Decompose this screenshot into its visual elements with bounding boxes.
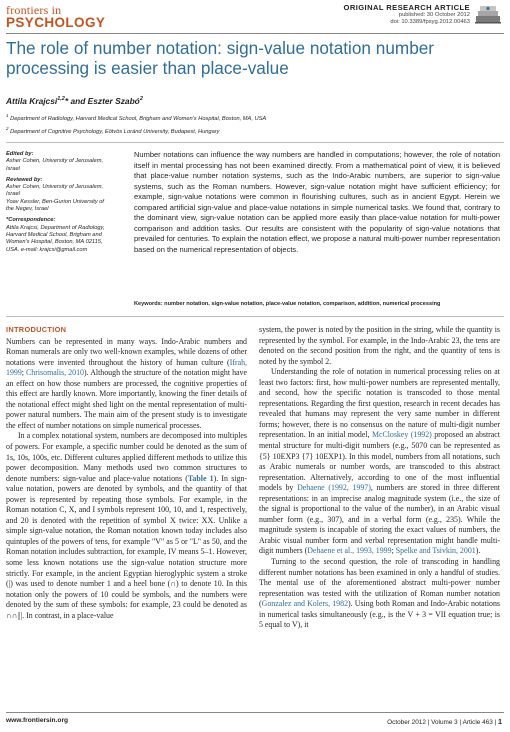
- journal-logo[interactable]: [6, 4, 116, 32]
- citation-link[interactable]: Chrisomalis, 2010: [26, 368, 84, 378]
- paragraph-text: ). In sign-value notation, powers are denoted by symbols, and the quantity of that power is represented by repeating those symbols. For example, in the Roman notation C, X, and I symbols represent 100, 10, and 1, respectively, and 20 is denoted with the repetition of symbol X twice: XX. Unlike a simple sign-value notation, the Roman notation known today includes also quintuples of the powers of tens, for example "V" as 5 or "L" as 50, and the Roman notation includes subtraction, for example, IV means 5–1. However, some less known notations use the sign-value notation structure more strictly. For example, in the ancient Egyptian hieroglyphic system a stroke (|) was used to denote number 1 and a heel bone (∩) to denote 10. In this notation only the powers of 10 could be symbols, and the numbers were denoted by the sum of these symbols: for example, 23 could be denoted as ∩∩|||. In contrast, in a place-value: [6, 473, 247, 620]
- paragraph-text: ). Using both Roman and Indo-Arabic notations in numerical tasks simultaneously (e.g., is the V + 3 = VII equation true; is 5 equal to V), it: [259, 599, 500, 630]
- logo-line1: frontiers in: [6, 3, 62, 17]
- table-link[interactable]: Table 1: [187, 473, 214, 483]
- affiliation-2-text: Department of Cognitive Psychology, Eötvös Loránd University, Budapest, Hungary: [10, 128, 220, 135]
- author-conjunction: and: [68, 96, 88, 106]
- corresponding-mark: *: [64, 96, 69, 106]
- keywords: [134, 301, 500, 307]
- editor: Asher Cohen, University of Jerusalem, Israel: [6, 158, 104, 172]
- page-number: 1: [498, 717, 502, 726]
- keywords-label: Keywords:: [134, 301, 163, 307]
- body-column-right: [259, 325, 500, 631]
- paragraph-text: proposed an abstract mental structure for multi-digit numbers (e.g., 5070 can be represented as {5} 10EXP3 {7} 10EXP1). In this model, numbers from all notations, such as Arabic numerals or number words, are transcoded to this abstract representation. Alternatively, according to one of the most influential models by: [259, 430, 500, 493]
- logo-line2: PSYCHOLOGY: [6, 15, 106, 30]
- abstract-rule: [6, 316, 504, 317]
- website-link[interactable]: www.frontiersin.org: [6, 717, 69, 724]
- citation-link[interactable]: Spelke and Tsivkin, 2001: [395, 546, 476, 556]
- reviewed-by-label: Reviewed by:: [6, 176, 43, 183]
- paragraph: [6, 431, 247, 621]
- author-1-affil: 1,2: [57, 96, 65, 103]
- affiliations: [6, 111, 266, 137]
- footer-rule: [6, 712, 504, 713]
- journal-logo-icon: [474, 3, 502, 25]
- correspondence-address[interactable]: Attila Krajcsi, Department of Radiology, Harvard Medical School, Brigham and Women's Hospital, Boston, MA 02115, USA. e-mail: krajcsi@gmail.com: [6, 224, 105, 253]
- body-column-left: [6, 325, 247, 621]
- citation-link[interactable]: Ifrah, 1999: [6, 357, 247, 378]
- author-2-affil: 2: [139, 96, 143, 103]
- affiliation-2: [6, 124, 266, 137]
- paragraph: system, the power is noted by the position in the string, while the quantity is represented by the symbol. For example, in the Indo-Arabic 23, the tens are denoted on the second position from the right, and the quantity of tens is noted by the symbol 2.: [259, 325, 500, 366]
- paragraph-text: In a complex notational system, numbers are decomposed into multiples of powers. For example, a specific number could be denoted as the sum of 1s, 10s, 100s, etc. Different cultures applied different methods to utilize this power decomposition. Many methods used two common structures to denote numbers: sign-value and place-value notations (: [6, 431, 247, 483]
- title-rule: [6, 142, 504, 143]
- citation-link[interactable]: McCloskey (1992): [371, 430, 432, 440]
- paragraph: [259, 367, 500, 557]
- keywords-list: number notation, sign-value notation, place-value notation, comparison, addition, numerical processing: [164, 301, 441, 307]
- footer-citation: [387, 717, 502, 726]
- reviewer-2: Yoav Kessler, Ben-Gurion University of the Negev, Israel: [6, 198, 104, 213]
- affiliation-1-num: 1: [6, 113, 9, 118]
- article-title: The role of number notation: sign-value notation number processing is easier than place-value: [6, 38, 435, 78]
- author-1[interactable]: Attila Krajcsi: [6, 96, 58, 106]
- editorial-sidebar: [6, 151, 106, 254]
- citation-link[interactable]: Dehaene (1992, 1997): [297, 483, 371, 493]
- author-2[interactable]: Eszter Szabó: [87, 96, 140, 106]
- paragraph-text: ).: [475, 546, 481, 556]
- reviewer-1: Asher Cohen, University of Jerusalem, Israel: [6, 184, 104, 198]
- article-type: ORIGINAL RESEARCH ARTICLE: [343, 3, 470, 12]
- abstract: Number notations can influence the way numbers are handled in computations; however, the role of notation itself in mental processing has not been examined directly. From a mathematical point of view, it is believed that place-value number notation systems, such as the Indo-Arabic numbers, are superior to sign-value systems, such as the Roman numbers. However, sign-value notation might have sufficient efficiency; for example, sign-value notations were common in flourishing cultures, such as in ancient Egypt. Herein we compared artificial sign-value and place-value notations in simple numerical tasks. We found that, contrary to the dominant view, sign-value notation can be applied more easily than place-value notation for multi-power comparison and addition tasks. Our results are consistent with the popularity of sign-value notations that prevailed for centuries. To explain the notation effect, we propose a natural multi-power number representation based on the numerical representation of objects.: [134, 150, 500, 254]
- header-rule: [6, 33, 504, 34]
- paragraph-text: , numbers are stored in three different representations: in an imprecise analog magnitude system (i.e., the size of the signal is proportional to the value of the number), in an Arabic visual number form (e.g., 307), and in a verbal form (e.g., 235). While the magnitude system is incapable of storing the exact values of numbers, the Arabic visual number form and verbal representation might handle multi-digit numbers (: [259, 483, 500, 556]
- article-meta: [344, 3, 470, 26]
- paragraph-text: Turning to the second question, the role of transcoding in handling different number notations has been examined in only a handful of studies. The mental use of the aforementioned abstract multi-power number representation was tested with the utilization of Roman number notation (: [259, 557, 500, 609]
- paragraph-text: Numbers can be represented in many ways. Indo-Arabic numbers and Roman numerals are only two well-known examples, while dozens of other notations were invented throughout the history of human culture (: [6, 336, 247, 367]
- paragraph-text: ). Although the structure of the notation might have an effect on how those numbers are processed, the cognitive properties of this effect are hardly known. More importantly, knowing the finer details of the notational effect might shed light on the mental representation of multi-power natural numbers. The main aim of the present study is to investigate the effect of number notations on simple numerical processes.: [6, 368, 247, 430]
- affiliation-1: [6, 111, 266, 124]
- paragraph-text: Understanding the role of notation in numerical processing relies on at least two factors: first, how multi-power numbers are represented mentally, and second, how the specific notation is transcoded to those mental representations. Regarding the first question, research in recent decades has revealed that humans may represent the very same number in different forms; however, there is no consensus on the nature of multi-digit number representation. In an initial model,: [259, 367, 500, 440]
- citation-separator: ;: [21, 368, 27, 378]
- paragraph: [259, 557, 500, 631]
- citation-link[interactable]: Gonzalez and Kolers, 1982: [261, 599, 349, 609]
- citation-link[interactable]: Dehaene et al., 1993, 1999: [307, 546, 392, 556]
- section-heading-introduction: INTRODUCTION: [6, 325, 67, 334]
- author-list: [6, 96, 143, 106]
- published-date: published: 30 October 2012: [398, 12, 470, 18]
- issue-info: October 2012 | Volume 3 | Article 463 |: [387, 719, 498, 726]
- paragraph: [6, 337, 247, 432]
- doi[interactable]: doi: 10.3389/fpsyg.2012.00463: [390, 19, 470, 25]
- affiliation-2-num: 2: [6, 125, 9, 131]
- edited-by-label: Edited by:: [6, 151, 34, 157]
- correspondence-label: *Correspondence:: [6, 217, 56, 224]
- citation-separator: ;: [391, 546, 396, 556]
- affiliation-1-text: Department of Radiology, Harvard Medical School, Brigham and Women's Hospital, Boston, MA, USA: [10, 115, 267, 122]
